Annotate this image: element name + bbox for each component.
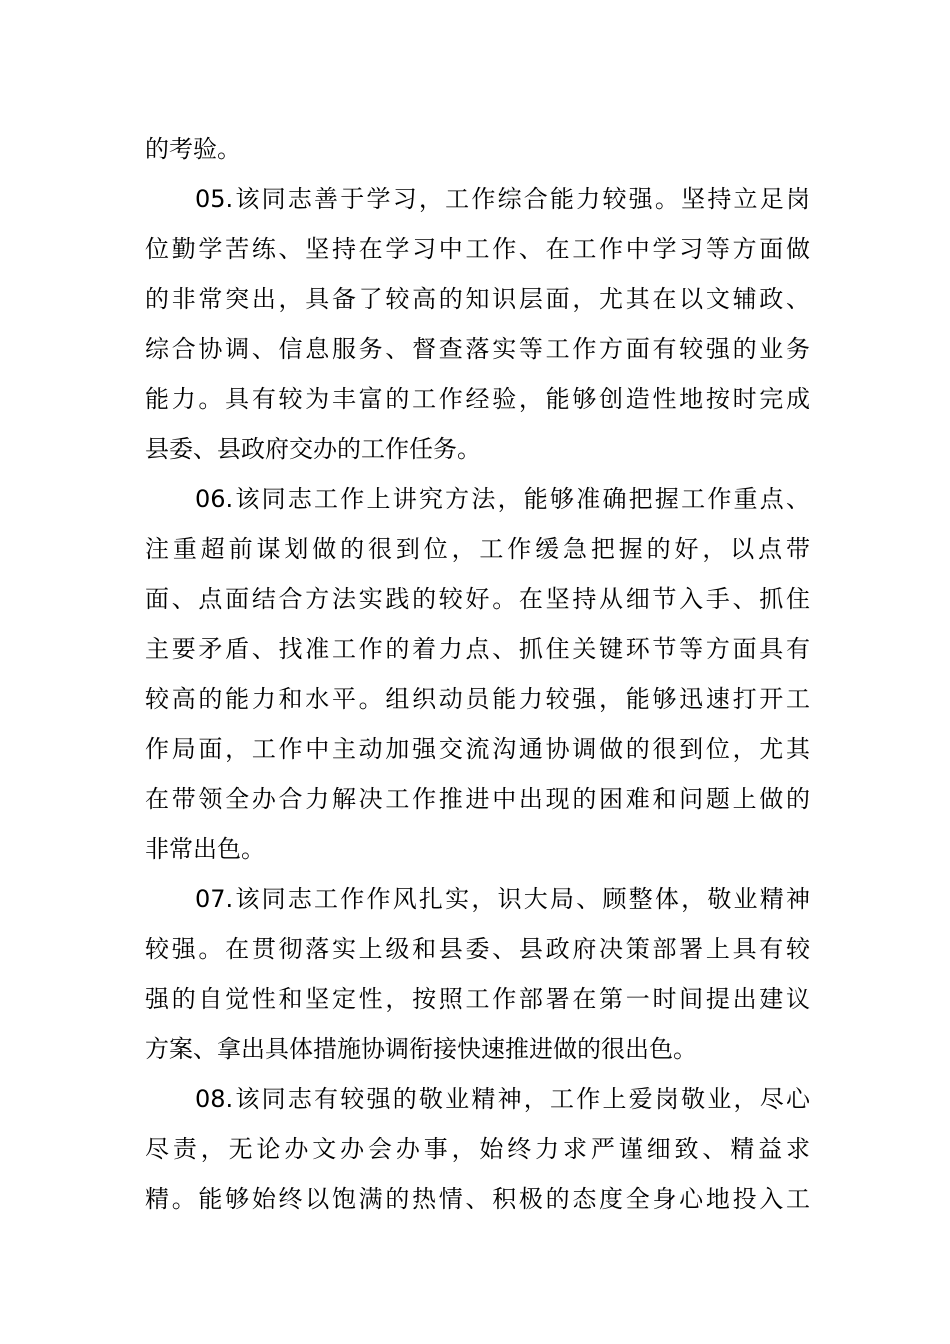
text-line: 的考验。 <box>145 135 241 163</box>
paragraph-06-line: 主要矛盾、找准工作的着力点、抓住关键环节等方面具有 <box>145 635 810 663</box>
paragraph-06-line: 较高的能力和水平。组织动员能力较强，能够迅速打开工 <box>145 685 810 713</box>
paragraph-05-line: 综合协调、信息服务、督查落实等工作方面有较强的业务 <box>145 335 810 363</box>
paragraph-08-line: 尽责，无论办文办会办事，始终力求严谨细致、精益求 <box>145 1135 810 1163</box>
paragraph-06-line: 在带领全办合力解决工作推进中出现的困难和问题上做的 <box>145 785 810 813</box>
paragraph-08-line: 08.该同志有较强的敬业精神，工作上爱岗敬业，尽心 <box>195 1085 810 1113</box>
paragraph-06-line: 作局面，工作中主动加强交流沟通协调做的很到位，尤其 <box>145 735 810 763</box>
paragraph-07-line: 较强。在贯彻落实上级和县委、县政府决策部署上具有较 <box>145 935 810 963</box>
paragraph-06-line: 06.该同志工作上讲究方法，能够准确把握工作重点、 <box>195 485 810 513</box>
paragraph-05-line: 的非常突出，具备了较高的知识层面，尤其在以文辅政、 <box>145 285 810 313</box>
paragraph-05-line: 县委、县政府交办的工作任务。 <box>145 435 481 463</box>
document-body <box>145 124 810 1224</box>
paragraph-07-line: 07.该同志工作作风扎实，识大局、顾整体，敬业精神 <box>195 885 810 913</box>
paragraph-06-line: 面、点面结合方法实践的较好。在坚持从细节入手、抓住 <box>145 585 810 613</box>
paragraph-06-line: 非常出色。 <box>145 835 265 863</box>
paragraph-07-line: 强的自觉性和坚定性，按照工作部署在第一时间提出建议 <box>145 985 810 1013</box>
paragraph-05-line: 位勤学苦练、坚持在学习中工作、在工作中学习等方面做 <box>145 235 810 263</box>
paragraph-06-line: 注重超前谋划做的很到位，工作缓急把握的好，以点带 <box>145 535 810 563</box>
paragraph-05-line: 能力。具有较为丰富的工作经验，能够创造性地按时完成 <box>145 385 810 413</box>
paragraph-08-line: 精。能够始终以饱满的热情、积极的态度全身心地投入工 <box>145 1185 810 1213</box>
paragraph-05-line: 05.该同志善于学习，工作综合能力较强。坚持立足岗 <box>195 185 810 213</box>
paragraph-07-line: 方案、拿出具体措施协调衔接快速推进做的很出色。 <box>145 1035 697 1063</box>
